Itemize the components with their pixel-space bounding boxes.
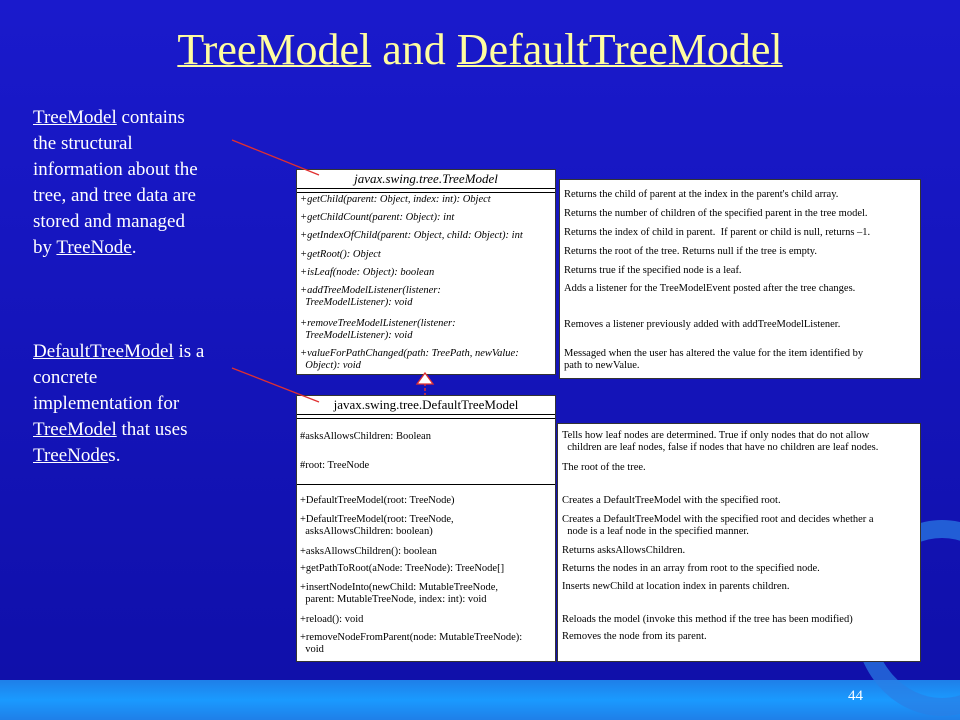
description-row: Creates a DefaultTreeModel with the specified root and decides whether a node is a leaf node in the specified manner. xyxy=(562,514,874,537)
defaulttreemodel-header: javax.swing.tree.DefaultTreeModel xyxy=(297,396,555,415)
link-treenode[interactable]: TreeNode xyxy=(56,237,132,258)
description-row: Returns asksAllowsChildren. xyxy=(562,545,686,556)
method-row: +removeTreeModelListener(listener: TreeModelListener): void xyxy=(300,318,456,341)
para2-text1: is a concrete implementation for xyxy=(33,341,205,414)
description-row: Returns the index of child in parent. If parent or child is null, returns –1. xyxy=(564,227,871,238)
method-row: +DefaultTreeModel(root: TreeNode) xyxy=(300,495,455,506)
description-row: Returns the child of parent at the index in the parent's child array. xyxy=(564,189,839,200)
description-row: The root of the tree. xyxy=(562,462,646,473)
title-link-treemodel[interactable]: TreeModel xyxy=(177,25,372,74)
method-row: +getChild(parent: Object, index: int): Object xyxy=(300,194,491,205)
method-row: +getRoot(): Object xyxy=(300,249,381,260)
method-row: +getChildCount(parent: Object): int xyxy=(300,212,455,223)
link-treemodel[interactable]: TreeModel xyxy=(33,107,117,128)
method-row: +valueForPathChanged(path: TreePath, newValue: Object): void xyxy=(300,348,519,371)
link-treenode-2[interactable]: TreeNode xyxy=(33,445,109,466)
description-row: Inserts newChild at location index in parents children. xyxy=(562,581,790,592)
title-and: and xyxy=(371,25,457,74)
method-row: +addTreeModelListener(listener: TreeModelListener): void xyxy=(300,285,441,308)
description-row: Tells how leaf nodes are determined. True if only nodes that do not allow children are leaf nodes, false if nodes that have no children are leaf nodes. xyxy=(562,430,879,453)
field-row: #asksAllowsChildren: Boolean xyxy=(300,431,431,442)
method-row: +isLeaf(node: Object): boolean xyxy=(300,267,435,278)
link-treemodel-2[interactable]: TreeModel xyxy=(33,419,117,440)
method-row: +getPathToRoot(aNode: TreeNode): TreeNode[] xyxy=(300,563,505,574)
method-row: +reload(): void xyxy=(300,614,364,625)
description-row: Removes the node from its parent. xyxy=(562,631,707,642)
arrow-defaulttreemodel xyxy=(232,368,319,402)
method-row: +getIndexOfChild(parent: Object, child: Object): int xyxy=(300,230,523,241)
description-row: Returns the nodes in an array from root to the specified node. xyxy=(562,563,820,574)
para2-text3: s. xyxy=(108,445,121,466)
method-row: +removeNodeFromParent(node: MutableTreeNode): void xyxy=(300,632,523,655)
arrow-treemodel xyxy=(232,140,319,175)
method-row: +asksAllowsChildren(): boolean xyxy=(300,546,437,557)
page-number: 44 xyxy=(848,688,863,704)
link-defaulttreemodel[interactable]: DefaultTreeModel xyxy=(33,341,174,362)
method-row: +DefaultTreeModel(root: TreeNode, asksAllowsChildren: boolean) xyxy=(300,514,454,537)
para2-text2: that uses xyxy=(121,419,188,440)
description-row: Reloads the model (invoke this method if the tree has been modified) xyxy=(562,614,853,625)
para1-end: . xyxy=(131,237,137,258)
method-row: +insertNodeInto(newChild: MutableTreeNode, parent: MutableTreeNode, index: int): void xyxy=(300,582,498,605)
description-row: Returns the number of children of the specified parent in the tree model. xyxy=(564,208,868,219)
title-link-defaulttreemodel[interactable]: DefaultTreeModel xyxy=(456,25,783,74)
description-row: Removes a listener previously added with addTreeModelListener. xyxy=(564,319,841,330)
implements-triangle-icon xyxy=(417,373,433,384)
field-row: #root: TreeNode xyxy=(300,460,370,471)
treemodel-header: javax.swing.tree.TreeModel xyxy=(297,170,555,189)
description-row: Returns true if the specified node is a leaf. xyxy=(564,265,742,276)
description-row: Creates a DefaultTreeModel with the specified root. xyxy=(562,495,781,506)
para1-text: contains the structural information about the tree, and tree data are stored and managed by xyxy=(33,107,198,258)
description-row: Returns the root of the tree. Returns null if the tree is empty. xyxy=(564,246,818,257)
description-row: Messaged when the user has altered the value for the item identified by path to newValue. xyxy=(564,348,864,371)
description-row: Adds a listener for the TreeModelEvent posted after the tree changes. xyxy=(564,283,856,294)
